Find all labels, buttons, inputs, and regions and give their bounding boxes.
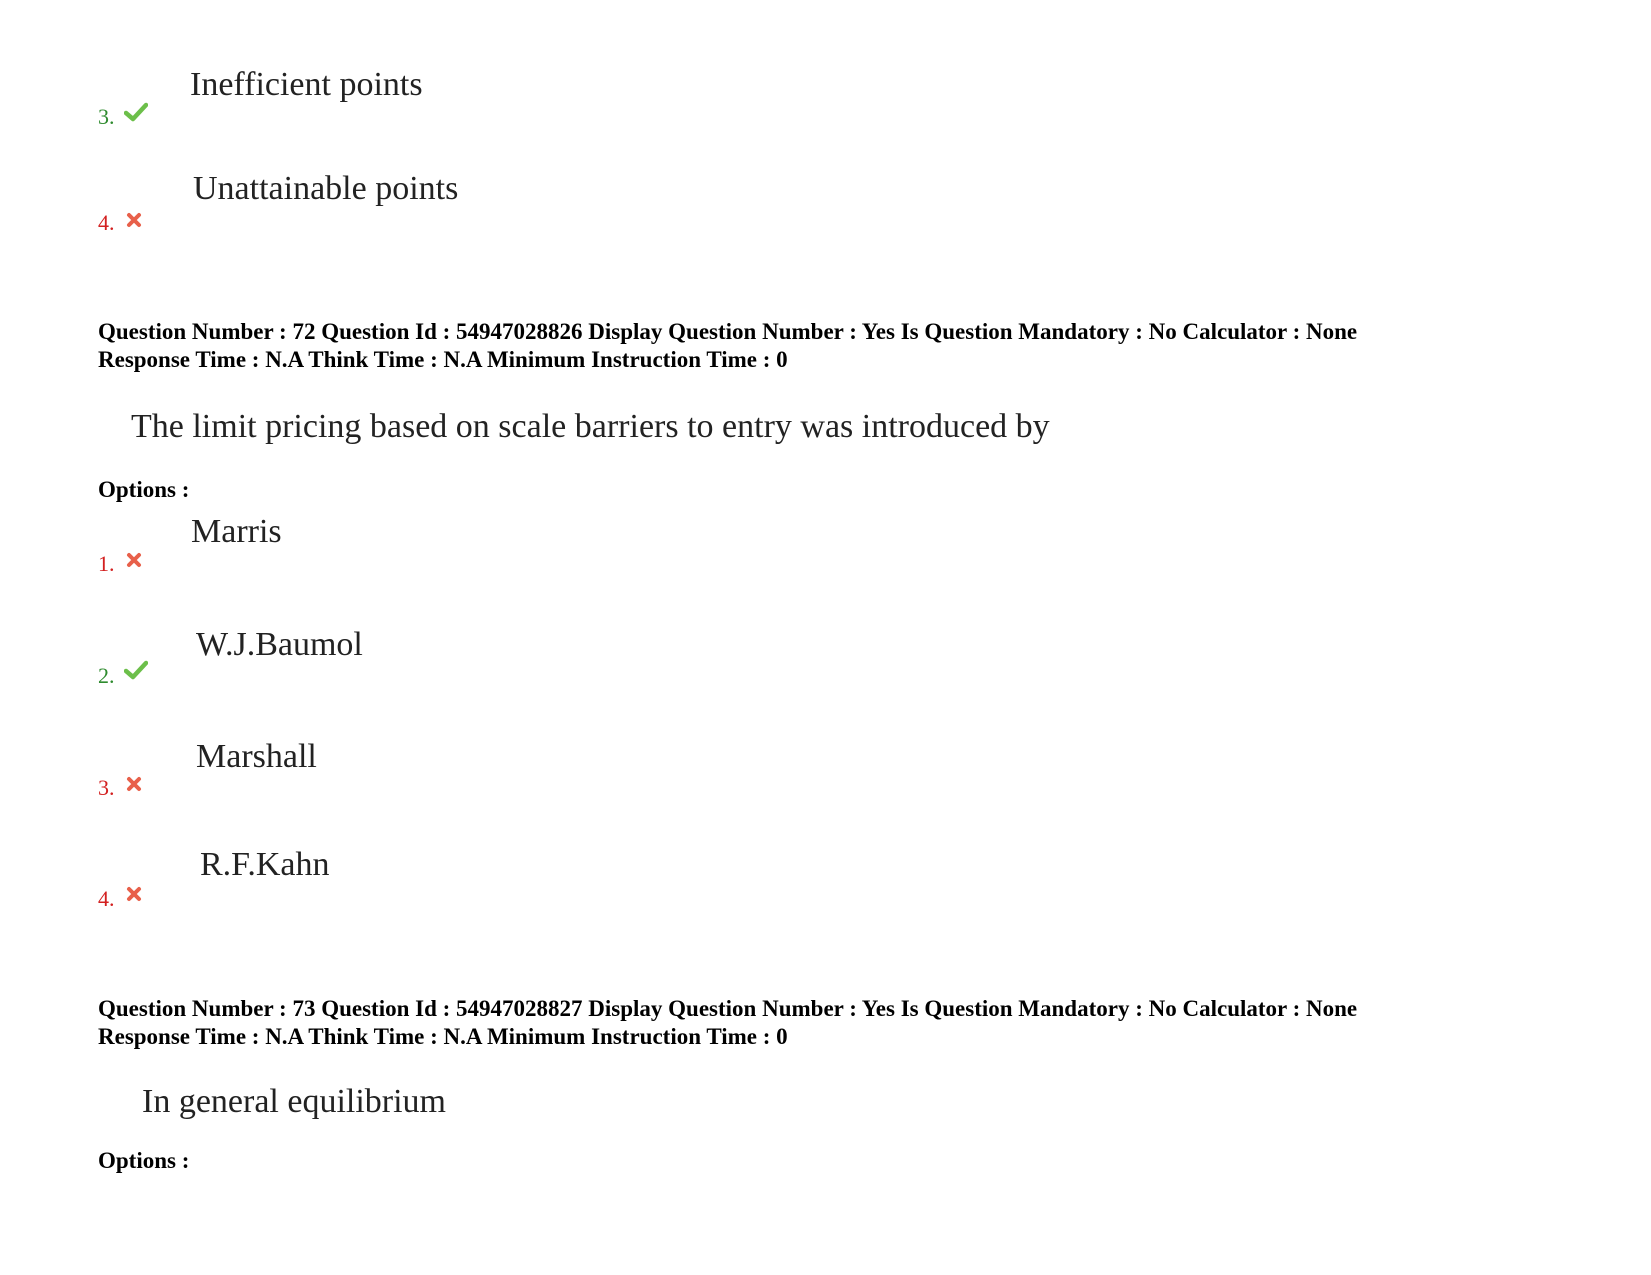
option-number: 2.	[98, 663, 115, 688]
option-number: 3.	[98, 104, 115, 129]
option-text: Marris	[191, 513, 282, 550]
question-meta	[98, 318, 1357, 374]
option-text: Marshall	[196, 738, 317, 775]
options-label: Options :	[98, 1148, 190, 1173]
question-meta-line2: Response Time : N.A Think Time : N.A Minimum Instruction Time : 0	[98, 347, 788, 372]
option-text: Unattainable points	[193, 170, 459, 207]
option-text: R.F.Kahn	[200, 846, 330, 883]
cross-icon	[126, 776, 142, 792]
cross-icon	[126, 552, 142, 568]
option-item	[98, 740, 798, 820]
option-text: Inefficient points	[190, 66, 423, 103]
option-number: 4.	[98, 210, 115, 235]
question-stem: In general equilibrium	[142, 1083, 447, 1120]
option-number: 4.	[98, 886, 115, 911]
question-stem: The limit pricing based on scale barriers to entry was introduced by	[131, 408, 1050, 445]
options-label: Options :	[98, 477, 190, 502]
option-text: W.J.Baumol	[196, 626, 363, 663]
option-number: 1.	[98, 551, 115, 576]
option-item	[98, 628, 798, 708]
check-icon	[124, 102, 148, 122]
cross-icon	[126, 886, 142, 902]
question-meta-line2: Response Time : N.A Think Time : N.A Minimum Instruction Time : 0	[98, 1024, 788, 1049]
option-number: 3.	[98, 775, 115, 800]
question-meta	[98, 995, 1357, 1051]
option-item	[98, 848, 798, 928]
question-meta-line1: Question Number : 73 Question Id : 54947028827 Display Question Number : Yes Is Question Mandatory : No Calculator : None	[98, 996, 1358, 1021]
question-meta-line1: Question Number : 72 Question Id : 54947028826 Display Question Number : Yes Is Question Mandatory : No Calculator : None	[98, 319, 1358, 344]
option-item	[98, 68, 798, 148]
option-item	[98, 515, 798, 595]
option-item	[98, 172, 798, 252]
check-icon	[124, 660, 148, 680]
cross-icon	[126, 212, 142, 228]
